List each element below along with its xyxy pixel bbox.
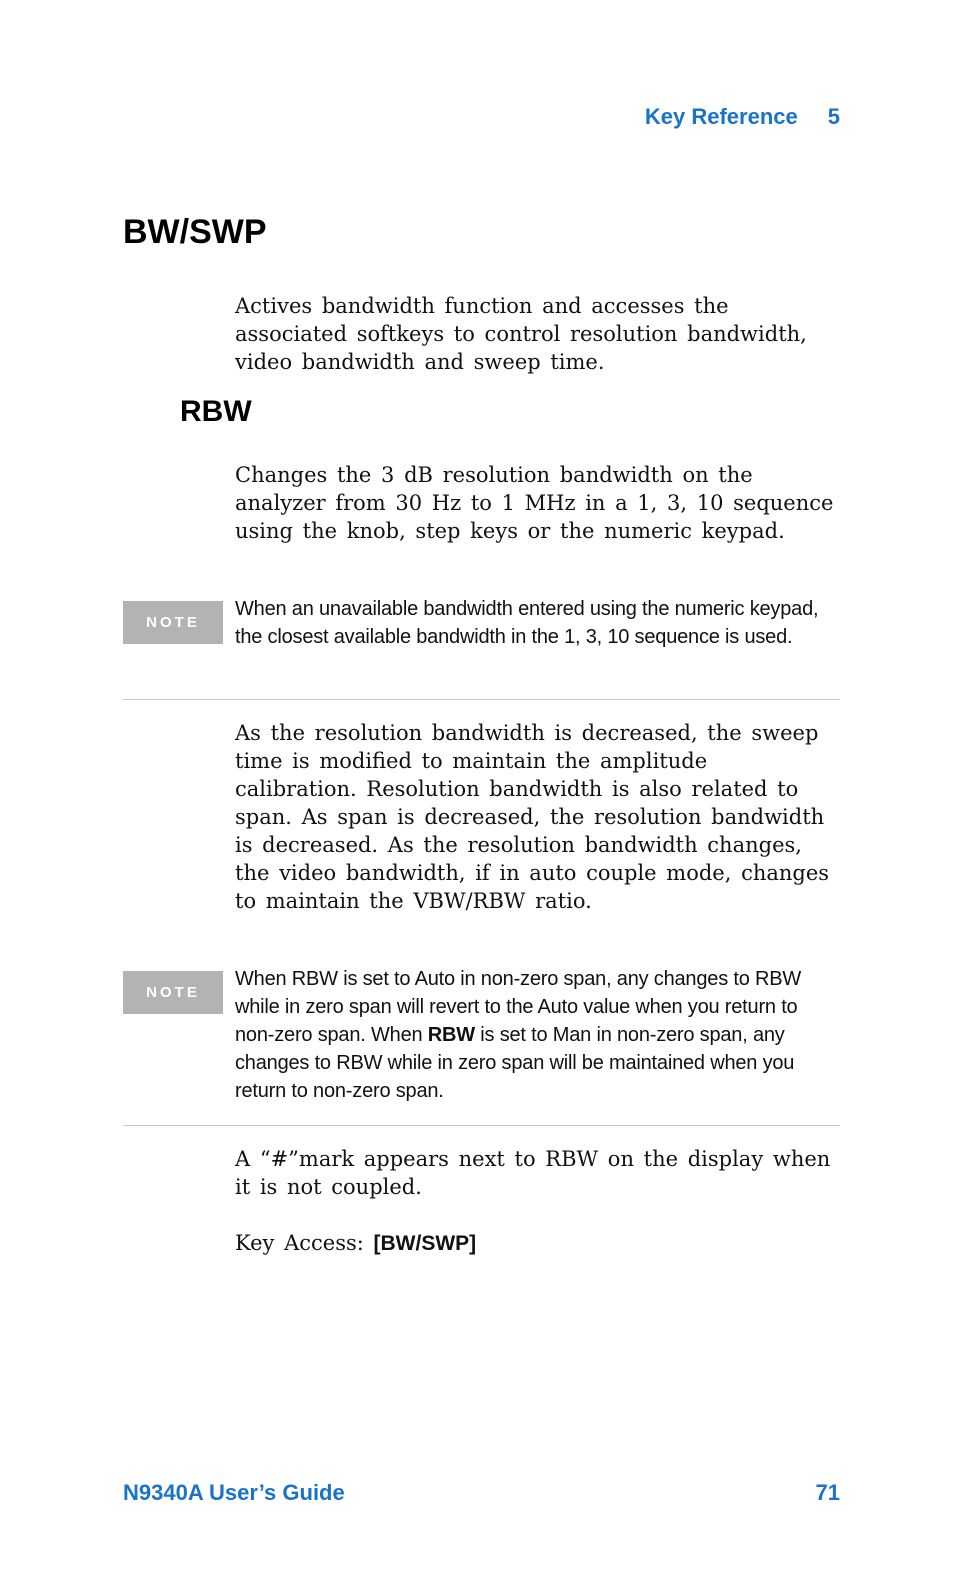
subsection-title: RBW	[180, 395, 252, 428]
note-text: When an unavailable bandwidth entered using the numeric keypad, the closest available bandwidth in the 1, 3, 10 sequence is used.	[235, 598, 819, 648]
header-section: Key Reference	[644, 104, 798, 129]
note-divider	[123, 1125, 840, 1126]
key-access-key: [BW/SWP]	[373, 1232, 477, 1255]
note-bold-term: RBW	[427, 1024, 475, 1046]
key-access	[235, 1229, 835, 1258]
section-title: BW/SWP	[123, 213, 267, 251]
note-text-part: When RBW is set to Auto in non-zero span, any changes to RBW while in zero span will revert to the Auto value when you return to non-zero span. When	[235, 968, 802, 1046]
running-header	[645, 104, 840, 130]
note-divider	[123, 699, 840, 700]
note-text	[235, 965, 840, 1105]
rbw-description-paragraph: Changes the 3 dB resolution bandwidth on the analyzer from 30 Hz to 1 MHz in a 1, 3, 10 sequence using the knob, step keys or the numeric keypad.	[235, 463, 834, 543]
footer-guide-title: N9340A User’s Guide	[123, 1480, 345, 1505]
header-chapter-number: 5	[827, 104, 840, 129]
note-label: NOTE	[123, 971, 223, 1014]
note-text-part: is set to Man in non-zero span, any changes to RBW while in zero span will be maintained when you return to non-zero span.	[235, 1024, 795, 1102]
intro-paragraph: Actives bandwidth function and accesses the associated softkeys to control resolution bandwidth, video bandwidth and sweep time.	[235, 294, 807, 374]
note-label: NOTE	[123, 601, 223, 644]
footer-page-number: 71	[815, 1480, 840, 1505]
mark-note-paragraph: A “#”mark appears next to RBW on the display when it is not coupled.	[235, 1147, 831, 1199]
key-access-label: Key Access:	[235, 1231, 374, 1255]
rbw-behavior-paragraph: As the resolution bandwidth is decreased, the sweep time is modified to maintain the amplitude calibration. Resolution bandwidth is also related to span. As span is decreased, the resolution bandwidth is decreased. As the resolution bandwidth changes, the video bandwidth, if in auto couple mode, changes to maintain the VBW/RBW ratio.	[235, 721, 830, 913]
